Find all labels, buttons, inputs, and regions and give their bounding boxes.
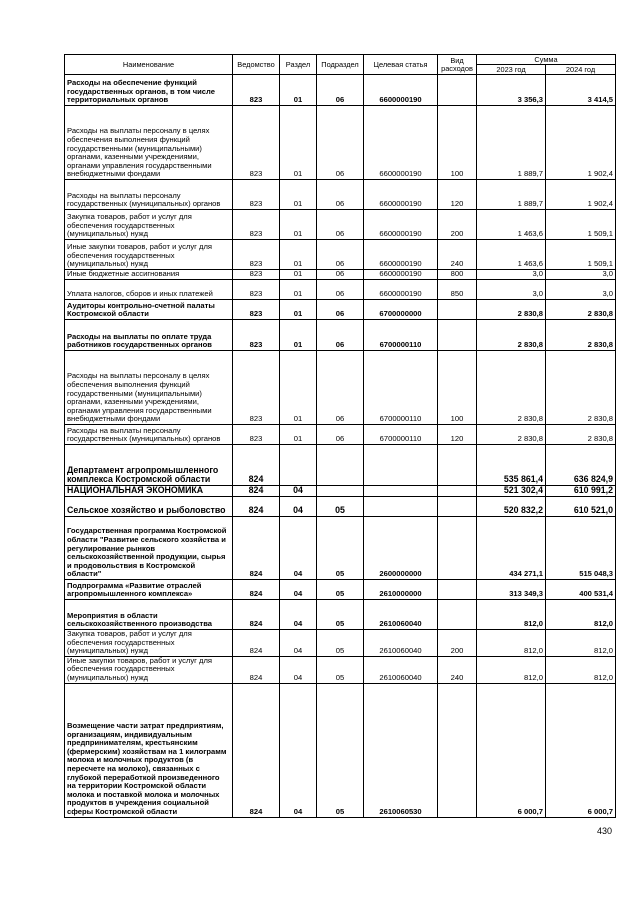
cell-y2024: 2 830,8 [546, 425, 616, 445]
cell-name: Расходы на выплаты персоналу государственных (муниципальных) органов [65, 180, 233, 210]
cell-kind: 240 [438, 240, 477, 270]
cell-target: 6700000110 [364, 351, 438, 425]
table-row [65, 320, 616, 351]
header-subsection: Подраздел [317, 55, 364, 75]
cell-dept: 824 [233, 517, 280, 580]
cell-y2024: 1 902,4 [546, 180, 616, 210]
cell-target: 6600000190 [364, 180, 438, 210]
cell-target: 2610060040 [364, 600, 438, 630]
cell-kind [438, 486, 477, 497]
cell-dept: 823 [233, 280, 280, 300]
cell-name: Государственная программа Костромской области "Развитие сельского хозяйства и регулирование рынков сельскохозяйственной продукции, сырья и продовольствия в Костромской области" [65, 517, 233, 580]
table-header [65, 55, 616, 75]
cell-section: 01 [280, 351, 317, 425]
cell-subsection: 06 [317, 425, 364, 445]
cell-dept: 824 [233, 630, 280, 657]
cell-y2023: 3,0 [477, 280, 546, 300]
cell-kind [438, 320, 477, 351]
header-dept: Ведомство [233, 55, 280, 75]
cell-subsection: 05 [317, 600, 364, 630]
cell-y2023: 313 349,3 [477, 580, 546, 600]
cell-target: 2610060530 [364, 683, 438, 817]
cell-section: 04 [280, 683, 317, 817]
cell-section: 04 [280, 630, 317, 657]
cell-y2023: 1 889,7 [477, 180, 546, 210]
cell-subsection: 06 [317, 210, 364, 240]
header-section: Раздел [280, 55, 317, 75]
cell-name: Уплата налогов, сборов и иных платежей [65, 280, 233, 300]
cell-kind: 200 [438, 210, 477, 240]
cell-subsection: 06 [317, 320, 364, 351]
cell-name: Закупка товаров, работ и услуг для обеспечения государственных (муниципальных) нужд [65, 630, 233, 657]
cell-target: 6600000190 [364, 270, 438, 280]
cell-target: 2610060040 [364, 630, 438, 657]
cell-y2024: 2 830,8 [546, 320, 616, 351]
cell-y2024: 610 991,2 [546, 486, 616, 497]
cell-subsection: 06 [317, 351, 364, 425]
cell-name: Расходы на выплаты персоналу в целях обеспечения выполнения функций государственными (муниципальными) органами, казенными учреждениями, органами управления государственными внебюджетными фондами [65, 106, 233, 180]
cell-kind: 100 [438, 351, 477, 425]
table-row [65, 106, 616, 180]
cell-subsection: 06 [317, 300, 364, 320]
cell-y2023: 812,0 [477, 600, 546, 630]
cell-dept: 823 [233, 270, 280, 280]
cell-subsection: 06 [317, 75, 364, 106]
cell-section: 04 [280, 486, 317, 497]
cell-y2023: 3 356,3 [477, 75, 546, 106]
cell-kind: 240 [438, 656, 477, 683]
cell-kind [438, 300, 477, 320]
cell-target [364, 486, 438, 497]
table-row [65, 486, 616, 497]
cell-section: 04 [280, 600, 317, 630]
cell-target: 6600000190 [364, 280, 438, 300]
cell-section: 01 [280, 425, 317, 445]
table-row [65, 425, 616, 445]
cell-subsection: 05 [317, 683, 364, 817]
cell-dept: 824 [233, 580, 280, 600]
cell-dept: 824 [233, 445, 280, 486]
cell-y2024: 6 000,7 [546, 683, 616, 817]
cell-subsection: 06 [317, 280, 364, 300]
cell-section: 01 [280, 320, 317, 351]
cell-target: 6600000190 [364, 106, 438, 180]
cell-target: 6700000000 [364, 300, 438, 320]
cell-y2024: 636 824,9 [546, 445, 616, 486]
cell-y2023: 1 889,7 [477, 106, 546, 180]
cell-name: Иные закупки товаров, работ и услуг для обеспечения государственных (муниципальных) нужд [65, 240, 233, 270]
cell-name: Возмещение части затрат предприятиям, организациям, индивидуальным предпринимателям, крестьянским (фермерским) хозяйствам на 1 килограмм молока и молочных продуктов (в пересчете на молоко), связанных с глубокой переработкой произведенного на территории Костромской области молока и поставкой молока и молочных продуктов в учреждения социальной сферы Костромской области [65, 683, 233, 817]
header-target: Целевая статья [364, 55, 438, 75]
cell-subsection [317, 486, 364, 497]
cell-dept: 823 [233, 106, 280, 180]
cell-name: Иные бюджетные ассигнования [65, 270, 233, 280]
cell-y2024: 812,0 [546, 600, 616, 630]
cell-section: 01 [280, 180, 317, 210]
table-row [65, 75, 616, 106]
cell-target: 6600000190 [364, 240, 438, 270]
cell-kind: 120 [438, 180, 477, 210]
cell-section: 01 [280, 270, 317, 280]
cell-y2024: 3 414,5 [546, 75, 616, 106]
cell-y2023: 1 463,6 [477, 210, 546, 240]
cell-section: 04 [280, 656, 317, 683]
cell-kind: 850 [438, 280, 477, 300]
cell-y2024: 3,0 [546, 280, 616, 300]
cell-section: 01 [280, 75, 317, 106]
cell-y2023: 434 271,1 [477, 517, 546, 580]
cell-kind [438, 600, 477, 630]
header-kind: Вид расходов [438, 55, 477, 75]
table-row [65, 180, 616, 210]
cell-target: 6600000190 [364, 210, 438, 240]
cell-dept: 824 [233, 683, 280, 817]
cell-dept: 823 [233, 210, 280, 240]
cell-target: 6700000110 [364, 425, 438, 445]
cell-dept: 823 [233, 180, 280, 210]
cell-subsection [317, 445, 364, 486]
cell-section [280, 445, 317, 486]
cell-name: Закупка товаров, работ и услуг для обеспечения государственных (муниципальных) нужд [65, 210, 233, 240]
cell-name: Расходы на выплаты персоналу в целях обеспечения выполнения функций государственными (муниципальными) органами, казенными учреждениями, органами управления государственными внебюджетными фондами [65, 351, 233, 425]
cell-dept: 824 [233, 497, 280, 517]
cell-y2023: 2 830,8 [477, 300, 546, 320]
table-row [65, 300, 616, 320]
cell-y2023: 2 830,8 [477, 425, 546, 445]
cell-y2023: 521 302,4 [477, 486, 546, 497]
cell-name: Расходы на выплаты по оплате труда работников государственных органов [65, 320, 233, 351]
cell-section: 04 [280, 580, 317, 600]
table-row [65, 656, 616, 683]
cell-name: Аудиторы контрольно-счетной палаты Костромской области [65, 300, 233, 320]
cell-name: Подпрограмма «Развитие отраслей агропромышленного комплекса» [65, 580, 233, 600]
cell-y2023: 1 463,6 [477, 240, 546, 270]
cell-kind: 120 [438, 425, 477, 445]
cell-subsection: 06 [317, 270, 364, 280]
cell-dept: 823 [233, 75, 280, 106]
table-row [65, 280, 616, 300]
cell-kind: 200 [438, 630, 477, 657]
cell-dept: 823 [233, 240, 280, 270]
cell-section: 04 [280, 497, 317, 517]
table-row [65, 351, 616, 425]
table-row [65, 445, 616, 486]
cell-y2023: 3,0 [477, 270, 546, 280]
cell-dept: 824 [233, 486, 280, 497]
table-row [65, 210, 616, 240]
cell-subsection: 05 [317, 517, 364, 580]
cell-name: Расходы на обеспечение функций государственных органов, в том числе территориальных органов [65, 75, 233, 106]
cell-subsection: 06 [317, 180, 364, 210]
cell-kind [438, 445, 477, 486]
cell-y2023: 812,0 [477, 656, 546, 683]
header-name: Наименование [65, 55, 233, 75]
cell-target [364, 497, 438, 517]
cell-target: 6600000190 [364, 75, 438, 106]
cell-y2023: 520 832,2 [477, 497, 546, 517]
cell-y2024: 1 509,1 [546, 210, 616, 240]
cell-section: 01 [280, 106, 317, 180]
cell-kind: 800 [438, 270, 477, 280]
table-row [65, 517, 616, 580]
cell-y2023: 2 830,8 [477, 351, 546, 425]
table-row [65, 497, 616, 517]
cell-subsection: 05 [317, 580, 364, 600]
cell-subsection: 05 [317, 656, 364, 683]
header-2023: 2023 год [477, 65, 546, 75]
cell-y2024: 1 902,4 [546, 106, 616, 180]
cell-subsection: 05 [317, 630, 364, 657]
table-row [65, 683, 616, 817]
page-number: 430 [597, 826, 613, 836]
cell-subsection: 06 [317, 106, 364, 180]
cell-name: Иные закупки товаров, работ и услуг для обеспечения государственных (муниципальных) нужд [65, 656, 233, 683]
cell-name: НАЦИОНАЛЬНАЯ ЭКОНОМИКА [65, 486, 233, 497]
cell-section: 01 [280, 280, 317, 300]
cell-kind [438, 75, 477, 106]
cell-y2024: 812,0 [546, 630, 616, 657]
table-row [65, 240, 616, 270]
cell-y2024: 610 521,0 [546, 497, 616, 517]
cell-section: 01 [280, 210, 317, 240]
cell-dept: 824 [233, 656, 280, 683]
cell-y2023: 812,0 [477, 630, 546, 657]
table-row [65, 270, 616, 280]
cell-kind: 100 [438, 106, 477, 180]
table-row [65, 630, 616, 657]
cell-y2024: 2 830,8 [546, 351, 616, 425]
cell-kind [438, 580, 477, 600]
cell-target: 2610000000 [364, 580, 438, 600]
cell-dept: 823 [233, 320, 280, 351]
cell-dept: 824 [233, 600, 280, 630]
cell-y2024: 812,0 [546, 656, 616, 683]
cell-kind [438, 517, 477, 580]
cell-section: 01 [280, 300, 317, 320]
cell-target: 2610060040 [364, 656, 438, 683]
cell-y2023: 6 000,7 [477, 683, 546, 817]
cell-y2024: 3,0 [546, 270, 616, 280]
cell-target: 6700000110 [364, 320, 438, 351]
cell-name: Департамент агропромышленного комплекса Костромской области [65, 445, 233, 486]
cell-kind [438, 497, 477, 517]
cell-y2024: 2 830,8 [546, 300, 616, 320]
budget-table [64, 54, 616, 818]
cell-y2023: 535 861,4 [477, 445, 546, 486]
cell-y2024: 400 531,4 [546, 580, 616, 600]
table-row [65, 600, 616, 630]
cell-subsection: 06 [317, 240, 364, 270]
cell-y2023: 2 830,8 [477, 320, 546, 351]
table-body [65, 75, 616, 818]
cell-target [364, 445, 438, 486]
cell-kind [438, 683, 477, 817]
cell-target: 2600000000 [364, 517, 438, 580]
cell-y2024: 1 509,1 [546, 240, 616, 270]
cell-dept: 823 [233, 351, 280, 425]
header-2024: 2024 год [546, 65, 616, 75]
cell-name: Мероприятия в области сельскохозяйственного производства [65, 600, 233, 630]
cell-name: Расходы на выплаты персоналу государственных (муниципальных) органов [65, 425, 233, 445]
cell-name: Сельское хозяйство и рыболовство [65, 497, 233, 517]
cell-section: 01 [280, 240, 317, 270]
cell-dept: 823 [233, 300, 280, 320]
header-sum: Сумма [477, 55, 616, 65]
cell-subsection: 05 [317, 497, 364, 517]
cell-y2024: 515 048,3 [546, 517, 616, 580]
table-row [65, 580, 616, 600]
cell-section: 04 [280, 517, 317, 580]
cell-dept: 823 [233, 425, 280, 445]
